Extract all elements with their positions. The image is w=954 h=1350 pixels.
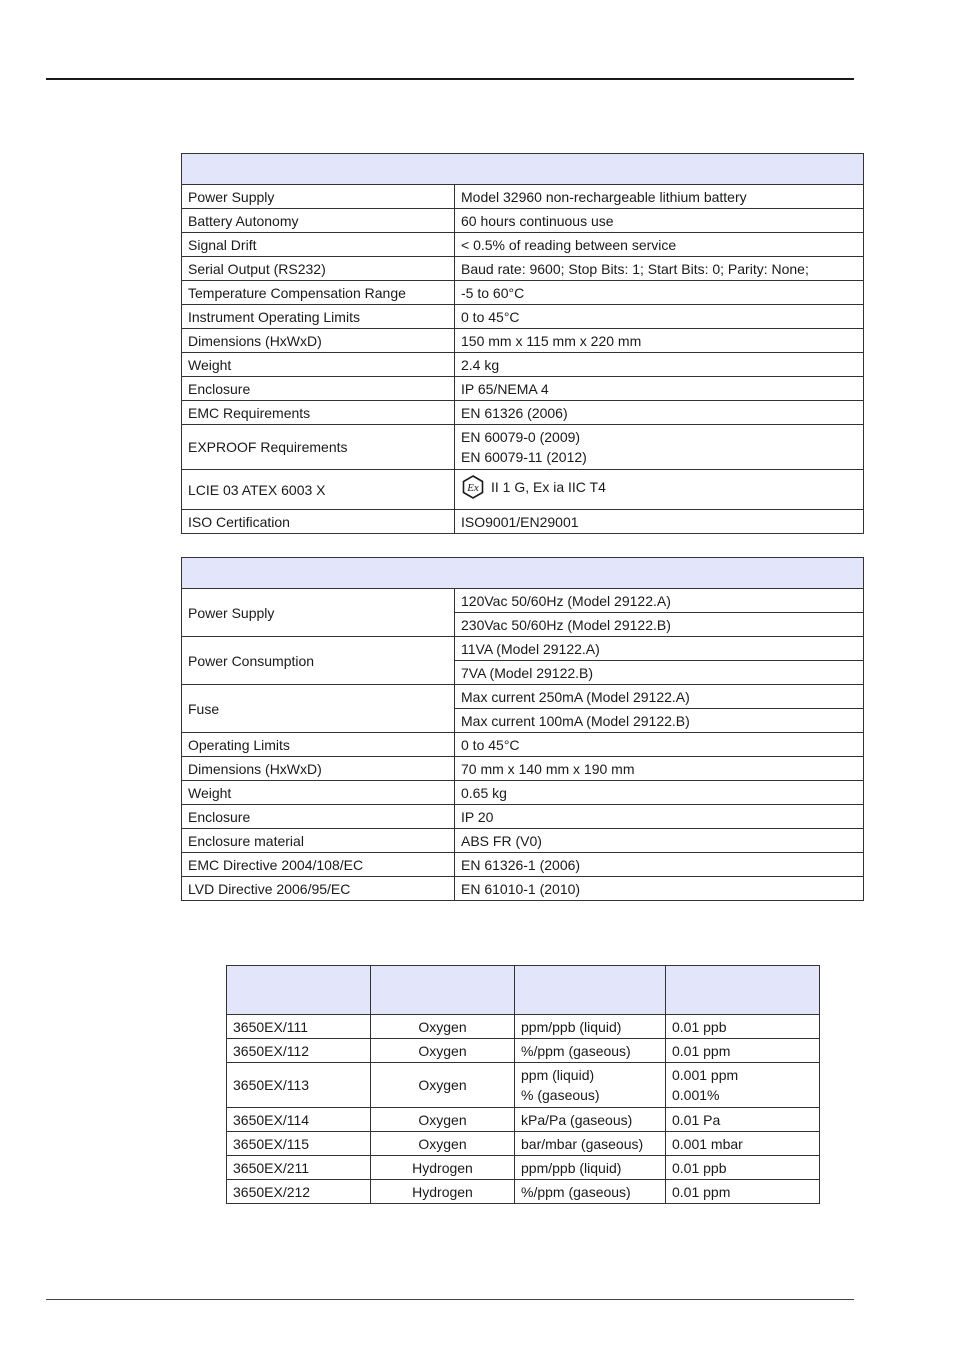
- table-header-row: [182, 558, 864, 589]
- spec-value: IP 65/NEMA 4: [455, 377, 864, 401]
- spec-value: 0.65 kg: [455, 781, 864, 805]
- spec-value: 11VA (Model 29122.A): [455, 637, 864, 661]
- unit-cell: [515, 1063, 666, 1108]
- table-row: [182, 425, 864, 470]
- spec-value: ABS FR (V0): [455, 829, 864, 853]
- unit-line: ppm (liquid): [521, 1067, 595, 1083]
- table-row: [227, 1180, 820, 1204]
- spec-label: Temperature Compensation Range: [182, 281, 455, 305]
- spec-label: Enclosure material: [182, 829, 455, 853]
- spec-value-line: EN 60079-0 (2009): [461, 429, 581, 445]
- model-cell: 3650EX/113: [227, 1063, 371, 1108]
- table-header-row: [227, 966, 820, 1015]
- spec-value: < 0.5% of reading between service: [455, 233, 864, 257]
- spec-label: ISO Certification: [182, 510, 455, 534]
- unit-cell: %/ppm (gaseous): [515, 1180, 666, 1204]
- table-row: [182, 305, 864, 329]
- spec-value: 7VA (Model 29122.B): [455, 661, 864, 685]
- power-supply-spec-table: [181, 557, 864, 901]
- spec-value: 0 to 45°C: [455, 733, 864, 757]
- spec-value: [455, 470, 864, 510]
- gas-cell: Oxygen: [371, 1132, 515, 1156]
- resolution-line: 0.001 ppm: [672, 1067, 739, 1083]
- table-row: [182, 637, 864, 661]
- table-row: [227, 1156, 820, 1180]
- spec-label: Instrument Operating Limits: [182, 305, 455, 329]
- spec-value: 2.4 kg: [455, 353, 864, 377]
- spec-value: Max current 250mA (Model 29122.A): [455, 685, 864, 709]
- resolution-cell: 0.01 Pa: [666, 1108, 820, 1132]
- unit-cell: bar/mbar (gaseous): [515, 1132, 666, 1156]
- spec-label: Dimensions (HxWxD): [182, 329, 455, 353]
- table-row: [182, 401, 864, 425]
- model-cell: 3650EX/112: [227, 1039, 371, 1063]
- table-row: [182, 353, 864, 377]
- spec-value: EN 61326 (2006): [455, 401, 864, 425]
- table-row: [182, 377, 864, 401]
- spec-label: Dimensions (HxWxD): [182, 757, 455, 781]
- gas-cell: Oxygen: [371, 1015, 515, 1039]
- unit-line: % (gaseous): [521, 1087, 600, 1103]
- spec-label: Weight: [182, 781, 455, 805]
- spec-label: Fuse: [182, 685, 455, 733]
- resolution-cell: 0.01 ppm: [666, 1180, 820, 1204]
- spec-value: EN 61010-1 (2010): [455, 877, 864, 901]
- unit-cell: ppm/ppb (liquid): [515, 1015, 666, 1039]
- ex-atex-icon: [461, 475, 485, 499]
- header-rule: [46, 78, 854, 80]
- model-cell: 3650EX/211: [227, 1156, 371, 1180]
- column-header: [371, 966, 515, 1015]
- table-row: [182, 781, 864, 805]
- spec-value: -5 to 60°C: [455, 281, 864, 305]
- table-row: [182, 209, 864, 233]
- spec-value: Model 32960 non-rechargeable lithium battery: [455, 185, 864, 209]
- spec-label: EXPROOF Requirements: [182, 425, 455, 470]
- gas-cell: Hydrogen: [371, 1156, 515, 1180]
- spec-value: ISO9001/EN29001: [455, 510, 864, 534]
- spec-value: Baud rate: 9600; Stop Bits: 1; Start Bits: 0; Parity: None;: [455, 257, 864, 281]
- spec-value-line: EN 60079-11 (2012): [461, 449, 587, 465]
- table-row: [182, 233, 864, 257]
- resolution-cell: 0.01 ppb: [666, 1015, 820, 1039]
- table-header: [182, 154, 864, 185]
- spec-value: 60 hours continuous use: [455, 209, 864, 233]
- table-row: [227, 1063, 820, 1108]
- resolution-line: 0.001%: [672, 1087, 720, 1103]
- table-row: [227, 1108, 820, 1132]
- spec-label: LCIE 03 ATEX 6003 X: [182, 470, 455, 510]
- gas-cell: Oxygen: [371, 1039, 515, 1063]
- resolution-cell: 0.001 mbar: [666, 1132, 820, 1156]
- column-header: [227, 966, 371, 1015]
- table-row: [182, 589, 864, 613]
- table-row: [182, 733, 864, 757]
- atex-marking: [461, 475, 606, 499]
- spec-label: LVD Directive 2006/95/EC: [182, 877, 455, 901]
- model-cell: 3650EX/114: [227, 1108, 371, 1132]
- spec-label: Weight: [182, 353, 455, 377]
- spec-label: EMC Directive 2004/108/EC: [182, 853, 455, 877]
- unit-cell: kPa/Pa (gaseous): [515, 1108, 666, 1132]
- spec-label: Serial Output (RS232): [182, 257, 455, 281]
- spec-label: Power Supply: [182, 589, 455, 637]
- table-row: [182, 470, 864, 510]
- spec-label: Power Consumption: [182, 637, 455, 685]
- model-cell: 3650EX/212: [227, 1180, 371, 1204]
- table-row: [182, 281, 864, 305]
- footer-rule: [46, 1299, 854, 1300]
- table-header-row: [182, 154, 864, 185]
- table-row: [182, 877, 864, 901]
- resolution-cell: 0.01 ppb: [666, 1156, 820, 1180]
- spec-value: 70 mm x 140 mm x 190 mm: [455, 757, 864, 781]
- spec-label: Enclosure: [182, 805, 455, 829]
- column-header: [666, 966, 820, 1015]
- table-row: [227, 1039, 820, 1063]
- spec-label: EMC Requirements: [182, 401, 455, 425]
- models-table: [226, 965, 820, 1204]
- svg-text:Ex: Ex: [467, 482, 479, 494]
- gas-cell: Hydrogen: [371, 1180, 515, 1204]
- table-row: [182, 510, 864, 534]
- spec-value: EN 61326-1 (2006): [455, 853, 864, 877]
- resolution-cell: [666, 1063, 820, 1108]
- model-cell: 3650EX/115: [227, 1132, 371, 1156]
- table-header: [182, 558, 864, 589]
- gas-cell: Oxygen: [371, 1063, 515, 1108]
- spec-value: Max current 100mA (Model 29122.B): [455, 709, 864, 733]
- atex-marking-text: II 1 G, Ex ia IIC T4: [491, 479, 606, 495]
- table-row: [182, 829, 864, 853]
- spec-value: [455, 425, 864, 470]
- spec-value: IP 20: [455, 805, 864, 829]
- table-row: [182, 757, 864, 781]
- model-cell: 3650EX/111: [227, 1015, 371, 1039]
- spec-label: Battery Autonomy: [182, 209, 455, 233]
- table-row: [182, 185, 864, 209]
- sensor-spec-table: [181, 153, 864, 534]
- spec-value: 230Vac 50/60Hz (Model 29122.B): [455, 613, 864, 637]
- spec-label: Enclosure: [182, 377, 455, 401]
- table-row: [182, 853, 864, 877]
- table-row: [182, 805, 864, 829]
- table-row: [227, 1015, 820, 1039]
- unit-cell: %/ppm (gaseous): [515, 1039, 666, 1063]
- spec-label: Operating Limits: [182, 733, 455, 757]
- column-header: [515, 966, 666, 1015]
- spec-label: Signal Drift: [182, 233, 455, 257]
- spec-label: Power Supply: [182, 185, 455, 209]
- resolution-cell: 0.01 ppm: [666, 1039, 820, 1063]
- spec-value: 120Vac 50/60Hz (Model 29122.A): [455, 589, 864, 613]
- spec-value: 150 mm x 115 mm x 220 mm: [455, 329, 864, 353]
- spec-value: 0 to 45°C: [455, 305, 864, 329]
- table-row: [182, 257, 864, 281]
- table-row: [227, 1132, 820, 1156]
- table-row: [182, 329, 864, 353]
- table-row: [182, 685, 864, 709]
- unit-cell: ppm/ppb (liquid): [515, 1156, 666, 1180]
- gas-cell: Oxygen: [371, 1108, 515, 1132]
